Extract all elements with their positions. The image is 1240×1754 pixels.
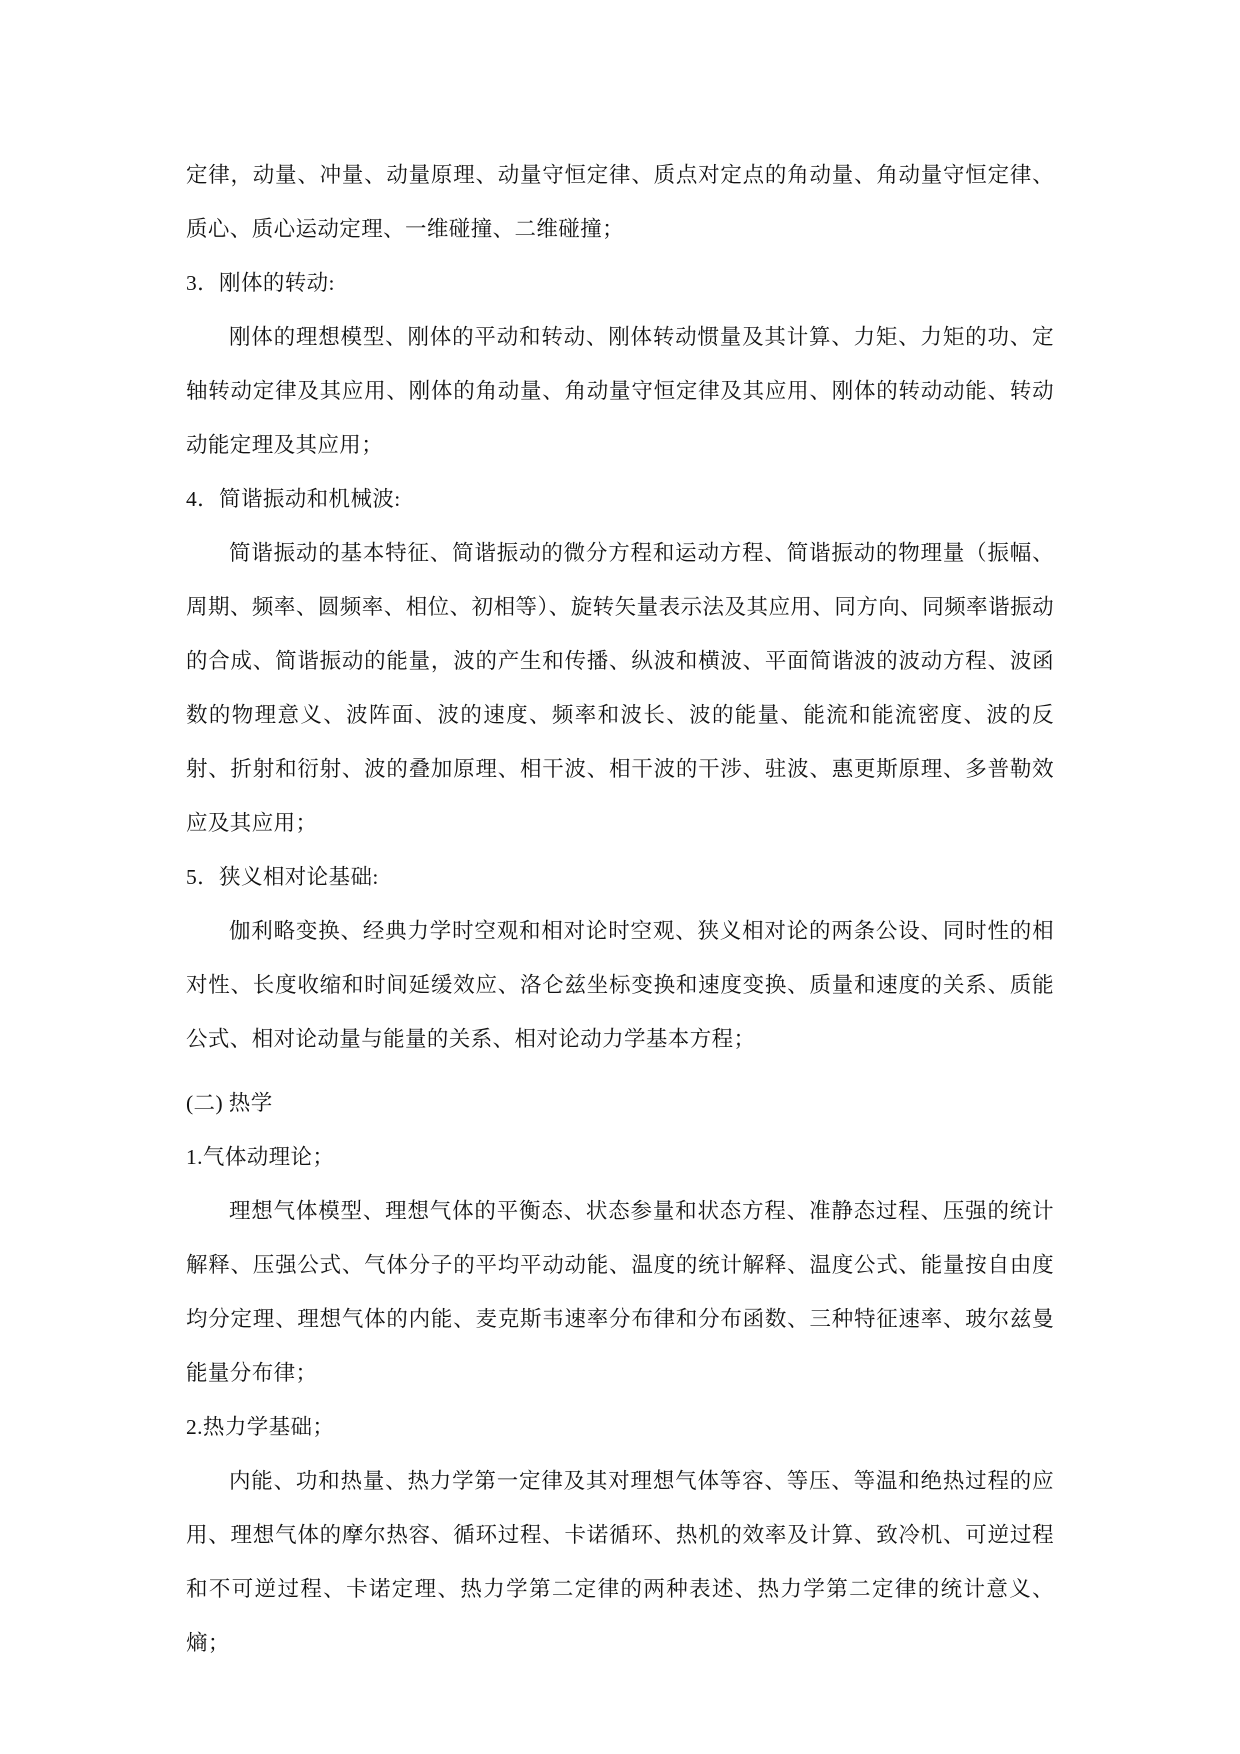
heading-thermodynamics-basics: 2.热力学基础； [186,1415,335,1439]
heading-special-relativity: 5．狭义相对论基础: [186,865,379,889]
heading-rigid-body-rotation: 3．刚体的转动: [186,271,335,295]
paragraph-rigid-body-rotation: 刚体的理想模型、刚体的平动和转动、刚体转动惯量及其计算、力矩、力矩的功、定轴转动定律及其应用、刚体的角动量、角动量守恒定律及其应用、刚体的转动动能、转动动能定理及其应用； [186,325,1054,457]
paragraph-kinetic-theory-of-gases: 理想气体模型、理想气体的平衡态、状态参量和状态方程、准静态过程、压强的统计解释、压强公式、气体分子的平均平动动能、温度的统计解释、温度公式、能量按自由度均分定理、理想气体的内能、麦克斯韦速率分布律和分布函数、三种特征速率、玻尔兹曼能量分布律； [186,1199,1054,1385]
document-page [186,148,1054,1670]
paragraph-harmonic-motion-waves: 简谐振动的基本特征、简谐振动的微分方程和运动方程、简谐振动的物理量（振幅、周期、频率、圆频率、相位、初相等）、旋转矢量表示法及其应用、同方向、同频率谐振动的合成、简谐振动的能量，波的产生和传播、纵波和横波、平面简谐波的波动方程、波函数的物理意义、波阵面、波的速度、频率和波长、波的能量、能流和能流密度、波的反射、折射和衍射、波的叠加原理、相干波、相干波的干涉、驻波、惠更斯原理、多普勒效应及其应用； [186,541,1054,835]
paragraph-thermodynamics-basics: 内能、功和热量、热力学第一定律及其对理想气体等容、等压、等温和绝热过程的应用、理想气体的摩尔热容、循环过程、卡诺循环、热机的效率及计算、致冷机、可逆过程和不可逆过程、卡诺定理、热力学第二定律的两种表述、热力学第二定律的统计意义、熵； [186,1469,1054,1655]
heading-kinetic-theory-of-gases: 1.气体动理论； [186,1145,335,1169]
heading-harmonic-motion-waves: 4．简谐振动和机械波: [186,487,401,511]
section-heading-thermodynamics: (二) 热学 [186,1091,273,1115]
paragraph-mechanics-momentum-continuation: 定律，动量、冲量、动量原理、动量守恒定律、质点对定点的角动量、角动量守恒定律、质心、质心运动定理、一维碰撞、二维碰撞； [186,163,1054,241]
paragraph-special-relativity: 伽利略变换、经典力学时空观和相对论时空观、狭义相对论的两条公设、同时性的相对性、长度收缩和时间延缓效应、洛仑兹坐标变换和速度变换、质量和速度的关系、质能公式、相对论动量与能量的关系、相对论动力学基本方程； [186,919,1054,1051]
